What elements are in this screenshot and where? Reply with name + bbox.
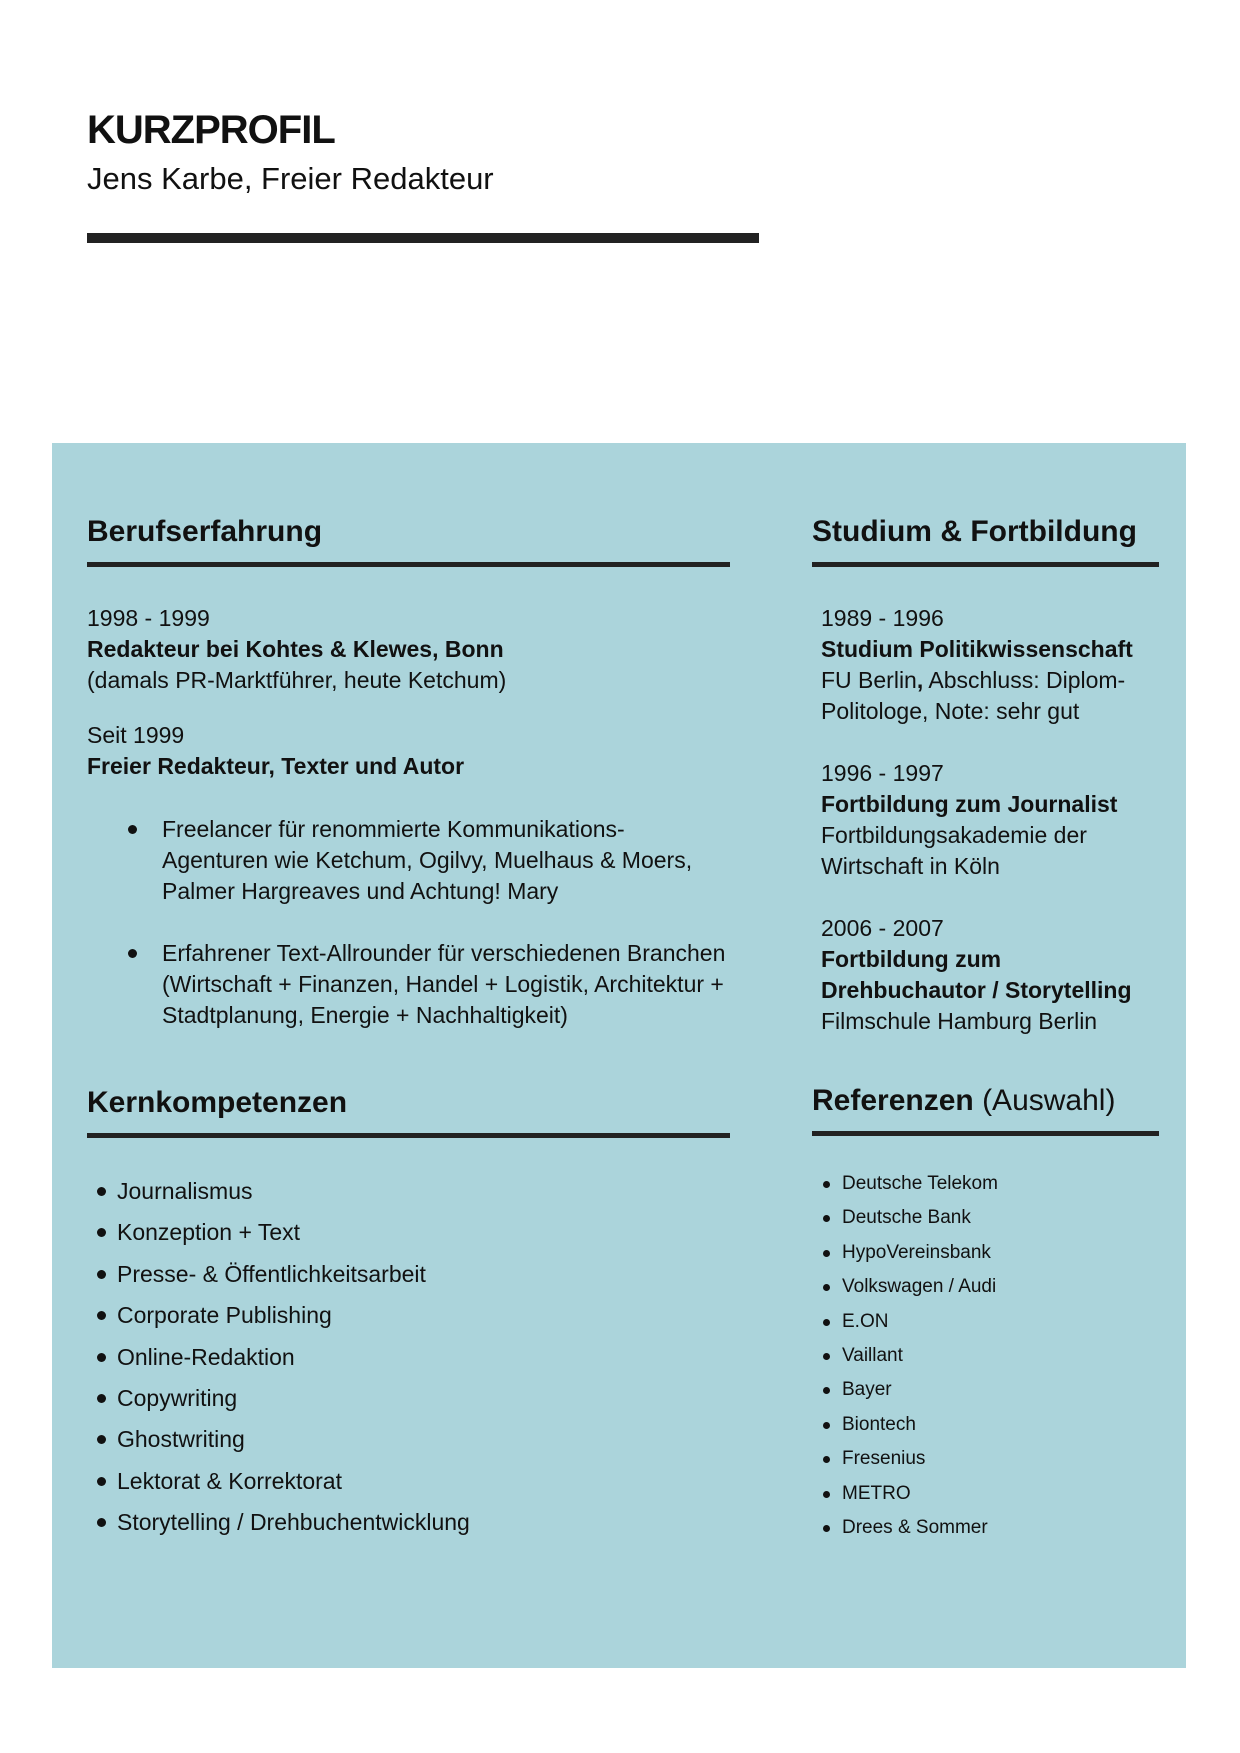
education-title: Fortbildung zum Drehbuchautor / Storytelling — [821, 946, 1132, 1003]
experience-entry — [87, 720, 727, 782]
bullet-icon — [823, 1284, 830, 1291]
bullet-icon — [823, 1491, 830, 1498]
bullet-icon — [823, 1215, 830, 1222]
list-item — [87, 1295, 727, 1336]
competency-label: Lektorat & Korrektorat — [117, 1467, 342, 1494]
reference-label: Biontech — [842, 1413, 916, 1435]
competency-label: Corporate Publishing — [117, 1302, 332, 1329]
bullet-icon — [823, 1353, 830, 1360]
list-item — [812, 1236, 1162, 1270]
education-title: Studium Politikwissenschaft — [821, 636, 1133, 662]
education-title: Fortbildung zum Journalist — [821, 791, 1118, 817]
list-item — [87, 1254, 727, 1295]
education-institution: FU Berlin — [821, 667, 917, 693]
list-item — [87, 1171, 727, 1212]
page-title: KURZPROFIL — [87, 108, 335, 152]
experience-heading: Berufserfahrung — [87, 515, 323, 548]
header-divider — [87, 233, 759, 243]
reference-label: Bayer — [842, 1379, 892, 1401]
experience-bullet-text: Erfahrener Text-Allrounder für verschiedenen Branchen (Wirtschaft + Finanzen, Handel + Logistik, Architektur + Stadtplanung, Energie + Nachhaltigkeit) — [162, 940, 726, 1028]
list-item — [812, 1305, 1162, 1339]
references-list — [812, 1167, 1162, 1545]
competencies-list — [87, 1171, 727, 1544]
bullet-icon — [97, 1353, 106, 1362]
reference-label: Drees & Sommer — [842, 1517, 988, 1539]
reference-label: Volkswagen / Audi — [842, 1276, 997, 1298]
education-detail-rest: Abschluss: Diplom-Politologe, Note: sehr gut — [821, 667, 1126, 724]
bullet-icon — [823, 1525, 830, 1532]
education-entry — [812, 913, 1162, 1037]
experience-entry — [87, 603, 727, 696]
reference-label: METRO — [842, 1482, 911, 1504]
bullet-icon — [823, 1422, 830, 1429]
list-item — [812, 1201, 1162, 1235]
reference-label: E.ON — [842, 1310, 889, 1332]
bullet-icon — [128, 949, 137, 958]
competencies-section — [87, 1083, 727, 1544]
experience-bullet-list — [87, 814, 727, 1031]
education-detail: Fortbildungsakademie der Wirtschaft in Köln — [821, 822, 1087, 879]
education-section — [812, 512, 1162, 1037]
bullet-icon — [97, 1477, 106, 1486]
bullet-icon — [97, 1311, 106, 1320]
list-item — [812, 1442, 1162, 1476]
competency-label: Storytelling / Drehbuchentwicklung — [117, 1509, 470, 1536]
list-item — [87, 1419, 727, 1460]
list-item — [812, 1373, 1162, 1407]
education-detail-separator: , — [916, 667, 924, 693]
list-item — [87, 1378, 727, 1419]
bullet-icon — [97, 1228, 106, 1237]
competency-label: Ghostwriting — [117, 1426, 245, 1453]
experience-title: Redakteur bei Kohtes & Klewes, Bonn — [87, 636, 504, 662]
bullet-icon — [97, 1187, 106, 1196]
experience-note: (damals PR-Marktführer, heute Ketchum) — [87, 667, 507, 693]
experience-period: Seit 1999 — [87, 722, 185, 748]
bullet-icon — [823, 1319, 830, 1326]
education-heading-rule — [812, 562, 1159, 567]
education-detail — [821, 665, 1162, 727]
experience-period: 1998 - 1999 — [87, 605, 210, 631]
competency-label: Presse- & Öffentlichkeitsarbeit — [117, 1260, 426, 1287]
experience-title: Freier Redakteur, Texter und Autor — [87, 753, 465, 779]
list-item — [812, 1167, 1162, 1201]
references-section — [812, 1081, 1162, 1545]
education-period: 1996 - 1997 — [821, 760, 944, 786]
reference-label: Fresenius — [842, 1448, 926, 1470]
list-item — [812, 1477, 1162, 1511]
list-item — [87, 1502, 727, 1543]
list-item — [87, 1461, 727, 1502]
education-entry — [812, 758, 1162, 882]
bullet-icon — [823, 1456, 830, 1463]
list-item — [87, 814, 727, 907]
education-period: 2006 - 2007 — [821, 915, 944, 941]
list-item — [87, 938, 727, 1031]
education-period: 1989 - 1996 — [821, 605, 944, 631]
education-entry — [812, 603, 1162, 727]
competency-label: Online-Redaktion — [117, 1343, 295, 1370]
education-heading: Studium & Fortbildung — [812, 515, 1137, 548]
bullet-icon — [823, 1181, 830, 1188]
reference-label: Deutsche Telekom — [842, 1173, 998, 1194]
bullet-icon — [128, 825, 137, 834]
competencies-heading: Kernkompetenzen — [87, 1086, 348, 1119]
list-item — [812, 1270, 1162, 1304]
references-heading — [812, 1081, 1162, 1121]
references-heading-rule — [812, 1131, 1159, 1136]
competencies-heading-rule — [87, 1133, 730, 1138]
references-heading-label: Referenzen — [812, 1084, 974, 1117]
competency-label: Journalismus — [117, 1178, 253, 1204]
bullet-icon — [823, 1387, 830, 1394]
references-heading-suffix: (Auswahl) — [982, 1084, 1116, 1117]
bullet-icon — [97, 1270, 106, 1279]
experience-bullet-text: Freelancer für renommierte Kommunikations-Agenturen wie Ketchum, Ogilvy, Muelhaus & Moers, Palmer Hargreaves und Achtung! Mary — [162, 816, 693, 904]
competency-label: Konzeption + Text — [117, 1219, 301, 1246]
reference-label: HypoVereinsbank — [842, 1241, 991, 1263]
bullet-icon — [823, 1250, 830, 1257]
education-detail: Filmschule Hamburg Berlin — [821, 1008, 1098, 1034]
reference-label: Vaillant — [842, 1345, 903, 1367]
bullet-icon — [97, 1394, 106, 1403]
experience-section — [87, 512, 727, 1031]
competency-label: Copywriting — [117, 1385, 238, 1412]
list-item — [812, 1408, 1162, 1442]
list-item — [812, 1339, 1162, 1373]
page-subtitle: Jens Karbe, Freier Redakteur — [87, 161, 494, 196]
list-item — [87, 1337, 727, 1378]
reference-label: Deutsche Bank — [842, 1207, 971, 1229]
bullet-icon — [97, 1518, 106, 1527]
list-item — [87, 1212, 727, 1253]
list-item — [812, 1511, 1162, 1545]
experience-heading-rule — [87, 562, 730, 567]
bullet-icon — [97, 1435, 106, 1444]
